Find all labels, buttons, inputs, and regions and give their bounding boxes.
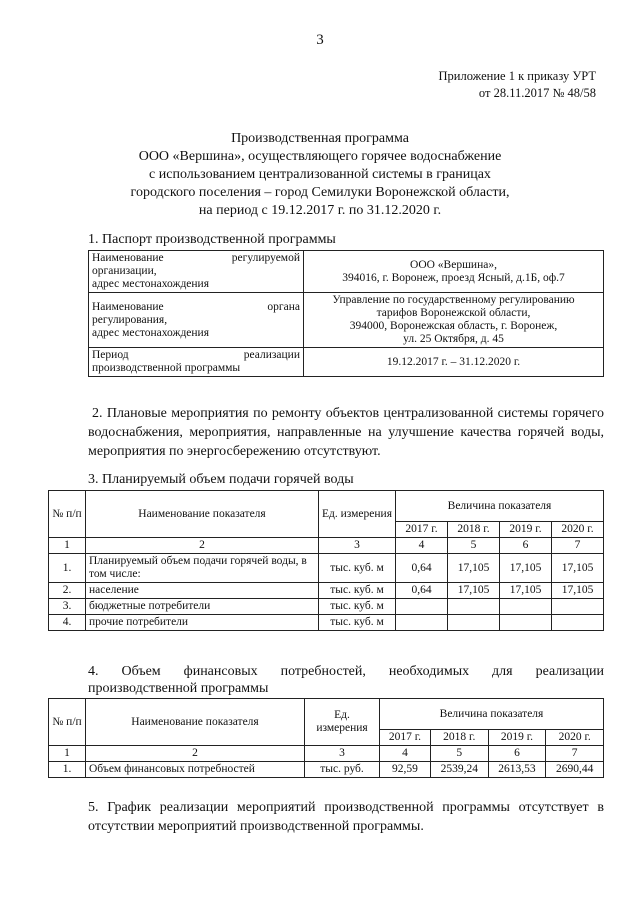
title-line-4: городского поселения – город Семилуки Воронежской области, [130, 185, 510, 200]
row-value: 92,59 [380, 762, 431, 778]
row-name: прочие потребители [86, 615, 319, 631]
index-cell: 1 [49, 538, 86, 554]
passport-value [304, 348, 604, 377]
appendix-line-1: Приложение 1 к приказу УРТ [438, 69, 596, 83]
passport-label [89, 348, 304, 377]
index-row [49, 538, 604, 554]
label-line: организации, [92, 265, 157, 277]
passport-row [89, 251, 604, 293]
document-title [60, 130, 580, 220]
year-header: 2017 г. [396, 522, 448, 538]
row-unit: тыс. руб. [305, 762, 380, 778]
title-line-2: ООО «Вершина», осуществляющего горячее водоснабжение [138, 149, 502, 164]
title-line-3: с использованием централизованной системы в границах [149, 167, 491, 182]
col-name-header: Наименование показателя [86, 491, 319, 538]
col-name-header: Наименование показателя [86, 699, 305, 746]
index-cell: 3 [319, 538, 396, 554]
value-line: 394016, г. Воронеж, проезд Ясный, д.1Б, оф.7 [342, 271, 565, 284]
col-value-header: Величина показателя [396, 491, 604, 522]
row-num: 3. [49, 599, 86, 615]
col-num-header: № п/п [49, 491, 86, 538]
row-value: 17,105 [552, 583, 604, 599]
table-row [49, 599, 604, 615]
row-value: 17,105 [448, 583, 500, 599]
section4-heading-line-1: 4. Объем финансовых потребностей, необходимых для реализации [88, 664, 604, 679]
row-value [552, 599, 604, 615]
index-cell: 2 [86, 746, 305, 762]
year-header: 2018 г. [448, 522, 500, 538]
row-value: 0,64 [396, 554, 448, 583]
index-row [49, 746, 604, 762]
row-num: 2. [49, 583, 86, 599]
row-unit: тыс. куб. м [319, 599, 396, 615]
row-value [552, 615, 604, 631]
row-name: Планируемый объем подачи горячей воды, в том числе: [86, 554, 319, 583]
row-unit: тыс. куб. м [319, 583, 396, 599]
year-header: 2020 г. [546, 730, 604, 746]
appendix-note [439, 68, 597, 102]
label-line: производственной программы [92, 362, 241, 374]
index-cell: 6 [488, 746, 546, 762]
year-header: 2019 г. [488, 730, 546, 746]
index-cell: 4 [396, 538, 448, 554]
row-num: 1. [49, 762, 86, 778]
row-value: 2539,24 [430, 762, 488, 778]
title-line-1: Производственная программа [231, 131, 409, 146]
index-cell: 7 [552, 538, 604, 554]
row-value [448, 599, 500, 615]
section3-heading: 3. Планируемый объем подачи горячей воды [88, 472, 354, 487]
label-line: Наименование регулируемой [92, 252, 300, 264]
row-num: 4. [49, 615, 86, 631]
year-header: 2018 г. [430, 730, 488, 746]
label-line: регулирования, [92, 313, 168, 326]
page-number: 3 [316, 32, 324, 48]
row-value: 17,105 [448, 554, 500, 583]
value-line: ул. 25 Октября, д. 45 [403, 333, 504, 345]
year-header: 2020 г. [552, 522, 604, 538]
row-unit: тыс. куб. м [319, 615, 396, 631]
passport-value [304, 293, 604, 348]
year-header: 2017 г. [380, 730, 431, 746]
index-cell: 2 [86, 538, 319, 554]
label-line: адрес местонахождения [92, 326, 210, 339]
row-value: 2613,53 [488, 762, 546, 778]
year-header: 2019 г. [500, 522, 552, 538]
passport-label [89, 251, 304, 293]
index-cell: 1 [49, 746, 86, 762]
table-row [49, 554, 604, 583]
row-value [396, 599, 448, 615]
label-line: Период реализации [92, 349, 300, 361]
index-cell: 5 [448, 538, 500, 554]
row-value: 17,105 [500, 554, 552, 583]
section1-heading: 1. Паспорт производственной программы [88, 232, 336, 247]
table-row [49, 762, 604, 778]
row-unit: тыс. куб. м [319, 554, 396, 583]
row-value: 0,64 [396, 583, 448, 599]
row-value: 17,105 [500, 583, 552, 599]
section5-text: 5. График реализации мероприятий производственной программы отсутствует в отсутствии мероприятий производственной программы. [88, 800, 604, 834]
label-line: Наименование органа [92, 300, 300, 313]
section4-heading-line-2: производственной программы [88, 681, 269, 696]
passport-label [89, 293, 304, 348]
col-value-header: Величина показателя [380, 699, 604, 730]
value-line: 394000, Воронежская область, г. Воронеж, [349, 320, 558, 332]
section2-text: 2. Плановые мероприятия по ремонту объектов централизованной системы горячего водоснабжения, мероприятия, направленные на улучшение качества горячей воды, мероприятия по энергосбережению отсутствуют. [88, 406, 604, 459]
passport-value [304, 251, 604, 293]
row-value [448, 615, 500, 631]
value-line: Управление по государственному регулированию [332, 294, 575, 306]
row-value: 2690,44 [546, 762, 604, 778]
row-name: бюджетные потребители [86, 599, 319, 615]
table-row [49, 583, 604, 599]
row-value: 17,105 [552, 554, 604, 583]
col-unit-header: Ед. измерения [319, 491, 396, 538]
index-cell: 3 [305, 746, 380, 762]
passport-row [89, 293, 604, 348]
row-value [396, 615, 448, 631]
row-name: население [86, 583, 319, 599]
row-num: 1. [49, 554, 86, 583]
title-line-5: на период с 19.12.2017 г. по 31.12.2020 г. [198, 203, 442, 218]
table-row [49, 615, 604, 631]
appendix-line-2: от 28.11.2017 № 48/58 [478, 86, 596, 100]
row-name: Объем финансовых потребностей [86, 762, 305, 778]
index-cell: 5 [430, 746, 488, 762]
value-line: тарифов Воронежской области, [376, 307, 531, 319]
index-cell: 4 [380, 746, 431, 762]
label-line: адрес местонахождения [92, 278, 210, 290]
index-cell: 7 [546, 746, 604, 762]
col-num-header: № п/п [49, 699, 86, 746]
passport-row [89, 348, 604, 377]
finance-table [48, 698, 604, 778]
value-line: 19.12.2017 г. – 31.12.2020 г. [386, 355, 521, 368]
volume-table [48, 490, 604, 631]
row-value [500, 615, 552, 631]
col-unit-header: Ед. измерения [305, 699, 380, 746]
passport-table [88, 250, 604, 377]
value-line: ООО «Вершина», [410, 258, 497, 271]
row-value [500, 599, 552, 615]
index-cell: 6 [500, 538, 552, 554]
